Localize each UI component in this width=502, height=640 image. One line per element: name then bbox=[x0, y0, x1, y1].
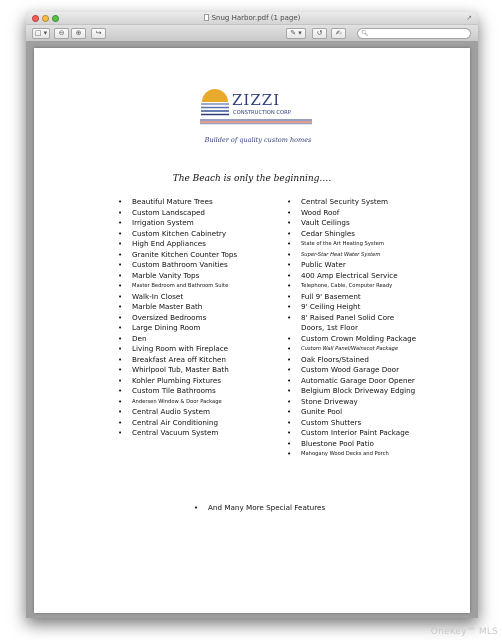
list-item: • Central Audio System bbox=[118, 407, 237, 418]
list-item: • 9' Ceiling Height bbox=[287, 302, 416, 313]
list-item: • Vault Ceilings bbox=[287, 218, 416, 229]
list-item: • Super-Star Heat Water System bbox=[287, 250, 416, 261]
list-item: • Custom Shutters bbox=[287, 418, 416, 429]
list-item: • Public Water bbox=[287, 260, 416, 271]
search-field[interactable] bbox=[357, 28, 471, 39]
list-item: • Wood Roof bbox=[287, 208, 416, 219]
list-item: • Gunite Pool bbox=[287, 407, 416, 418]
list-item: • Custom Bathroom Vanities bbox=[118, 260, 237, 271]
list-item: • Marble Vanity Tops bbox=[118, 271, 237, 282]
list-item: • Walk-In Closet bbox=[118, 292, 237, 303]
window-title bbox=[26, 13, 478, 24]
list-item: • Central Air Conditioning bbox=[118, 418, 237, 429]
list-item: • Custom Wall Panel/Wainscot Package bbox=[287, 344, 416, 355]
list-item-line: • 8' Raised Panel Solid Core bbox=[301, 312, 395, 322]
list-item: • Mahogany Wood Decks and Porch bbox=[287, 449, 416, 460]
list-item: • Andersen Window & Door Package bbox=[118, 397, 237, 408]
list-item-line: Doors, 1st Floor bbox=[301, 323, 358, 332]
list-item: • Oak Floors/Stained bbox=[287, 355, 416, 366]
pdf-file-icon bbox=[204, 14, 209, 21]
list-item: • Kohler Plumbing Fixtures bbox=[118, 376, 237, 387]
list-item: • Large Dining Room bbox=[118, 323, 237, 334]
list-item: • Bluestone Pool Patio bbox=[287, 439, 416, 450]
fullscreen-icon[interactable]: ↗ bbox=[466, 14, 472, 22]
list-item: • Granite Kitchen Counter Tops bbox=[118, 250, 237, 261]
footer-feature-list bbox=[194, 503, 325, 514]
list-item: • 400 Amp Electrical Service bbox=[287, 271, 416, 282]
list-item: • Beautiful Mature Trees bbox=[118, 197, 237, 208]
markup-button[interactable]: ✍ bbox=[331, 28, 346, 39]
title-bar[interactable] bbox=[26, 12, 478, 25]
list-item: • Oversized Bedrooms bbox=[118, 313, 237, 324]
list-item: • Central Vacuum System bbox=[118, 428, 237, 439]
document-viewport[interactable] bbox=[26, 43, 478, 618]
zoom-out-button[interactable]: ⊖ bbox=[54, 28, 69, 39]
list-item: • Master Bedroom and Bathroom Suite bbox=[118, 281, 237, 292]
list-item bbox=[287, 313, 416, 334]
list-item: • Custom Wood Garage Door bbox=[287, 365, 416, 376]
list-item: • Whirlpool Tub, Master Bath bbox=[118, 365, 237, 376]
list-item: • Den bbox=[118, 334, 237, 345]
annotate-button[interactable]: ✎ ▾ bbox=[286, 28, 306, 39]
logo-sub-text: CONSTRUCTION CORP. bbox=[233, 110, 292, 116]
list-item: • Custom Interior Paint Package bbox=[287, 428, 416, 439]
list-item: • Custom Kitchen Cabinetry bbox=[118, 229, 237, 240]
list-item: • Custom Landscaped bbox=[118, 208, 237, 219]
list-item: • High End Appliances bbox=[118, 239, 237, 250]
list-item: • Full 9' Basement bbox=[287, 292, 416, 303]
search-icon: 🔍︎ bbox=[361, 30, 369, 37]
list-item: • Stone Driveway bbox=[287, 397, 416, 408]
search-input[interactable] bbox=[371, 29, 467, 37]
zizzi-logo bbox=[200, 82, 312, 142]
list-item: • Custom Crown Molding Package bbox=[287, 334, 416, 345]
window-title-text: Snug Harbor.pdf (1 page) bbox=[211, 14, 301, 22]
sidebar-toggle-button[interactable]: □ ▾ bbox=[32, 28, 50, 39]
list-item: • Marble Master Bath bbox=[118, 302, 237, 313]
left-feature-list bbox=[118, 197, 237, 439]
right-feature-list bbox=[287, 197, 416, 460]
document-heading: The Beach is only the beginning…. bbox=[172, 174, 332, 184]
list-item: • Telephone, Cable, Computer Ready bbox=[287, 281, 416, 292]
list-item: • Breakfast Area off Kitchen bbox=[118, 355, 237, 366]
logo-brand-text: ZIZZI bbox=[232, 91, 281, 109]
list-item: • Irrigation System bbox=[118, 218, 237, 229]
list-item: • Central Security System bbox=[287, 197, 416, 208]
list-item: • Automatic Garage Door Opener bbox=[287, 376, 416, 387]
toolbar bbox=[26, 25, 478, 42]
list-item: • Belgium Block Driveway Edging bbox=[287, 386, 416, 397]
list-item: • Living Room with Fireplace bbox=[118, 344, 237, 355]
mls-watermark: OneKey™ MLS bbox=[430, 627, 498, 637]
share-button[interactable]: ↪ bbox=[91, 28, 106, 39]
list-item: • Cedar Shingles bbox=[287, 229, 416, 240]
rotate-button[interactable]: ↺ bbox=[312, 28, 327, 39]
zoom-in-button[interactable]: ⊕ bbox=[71, 28, 86, 39]
list-item: • State of the Art Heating System bbox=[287, 239, 416, 250]
pdf-page bbox=[34, 48, 470, 613]
logo-tagline: Builder of quality custom homes bbox=[204, 136, 312, 144]
list-item: • Custom Tile Bathrooms bbox=[118, 386, 237, 397]
list-item: • And Many More Special Features bbox=[194, 503, 325, 514]
preview-window bbox=[26, 12, 478, 618]
